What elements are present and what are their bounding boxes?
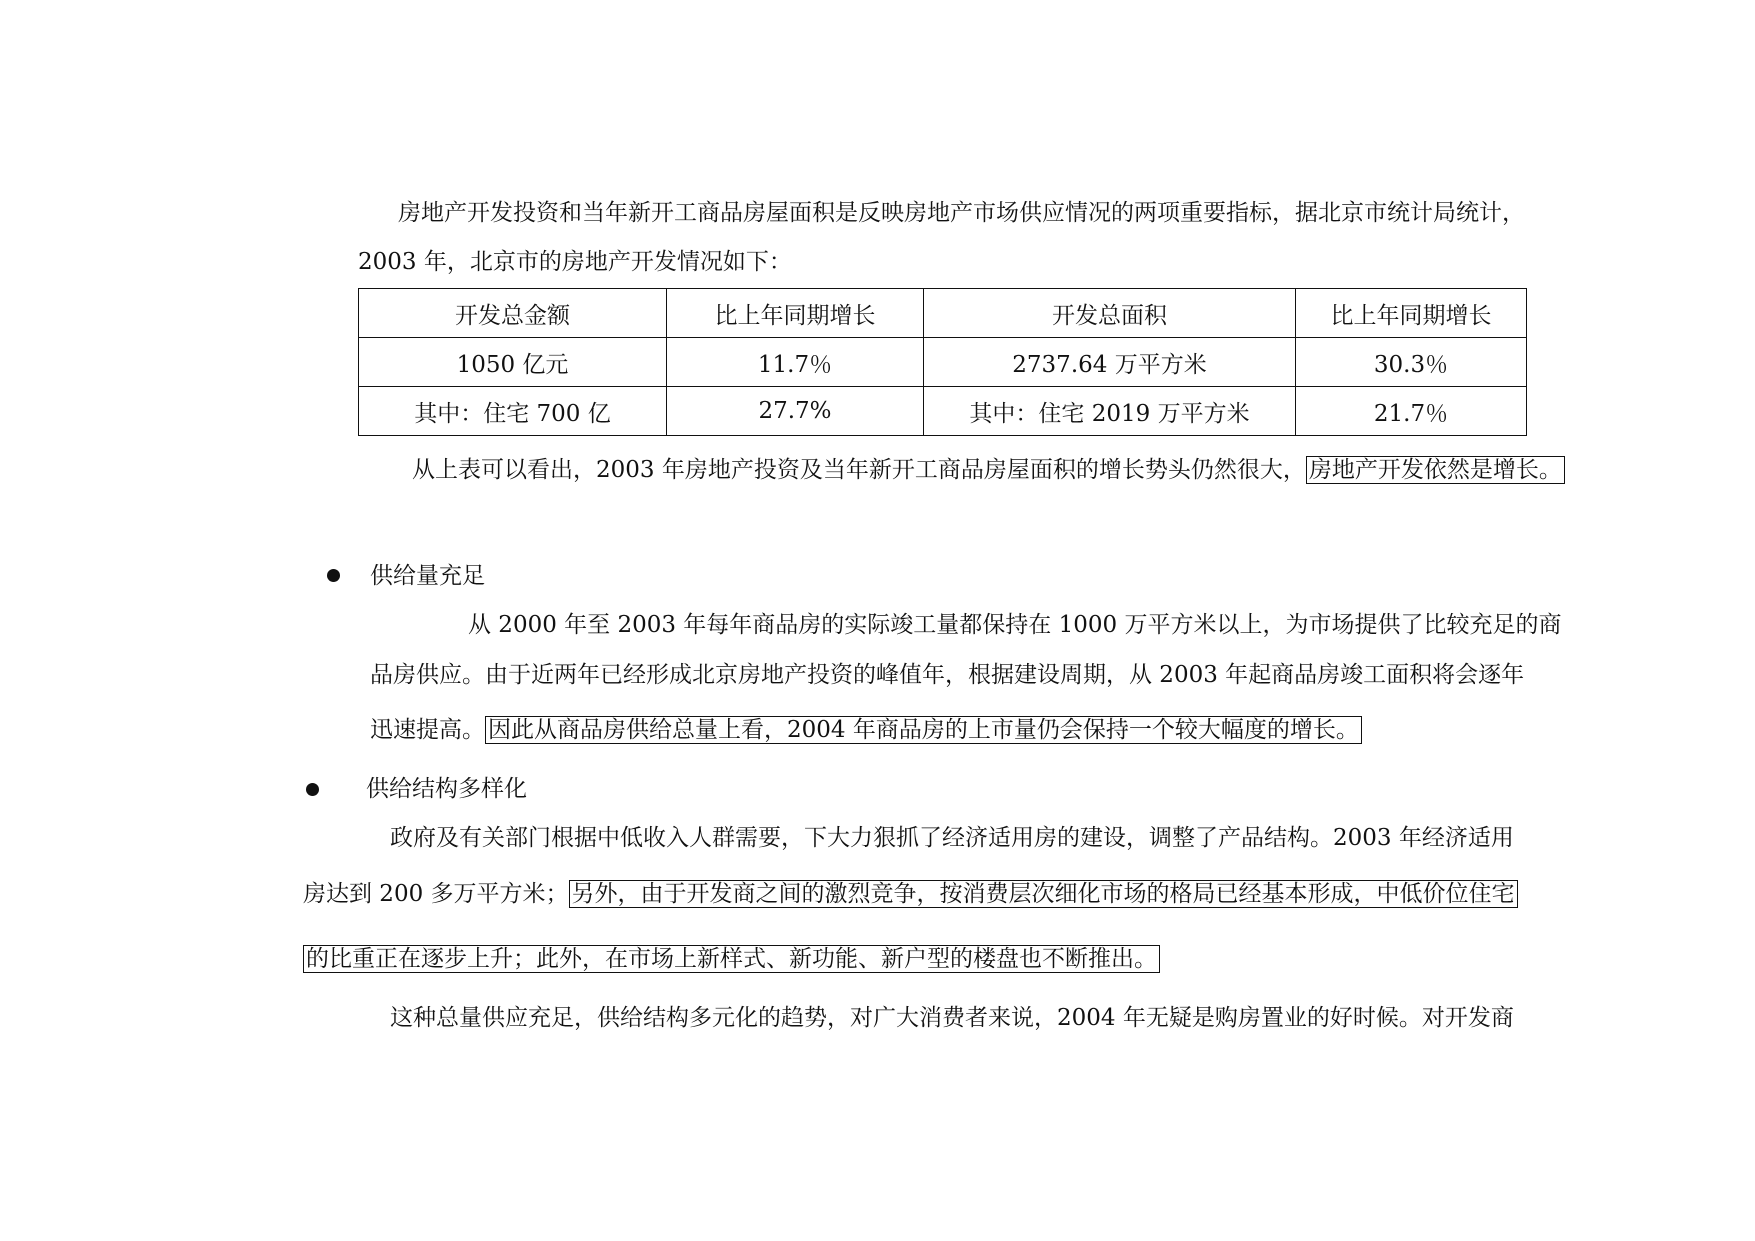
- table-cell: 21.7％: [1296, 387, 1527, 436]
- header-cell: 开发总金额: [359, 289, 667, 338]
- intro-line-2: 2003 年，北京市的房地产开发情况如下：: [358, 249, 792, 275]
- structure-line-1: 政府及有关部门根据中低收入人群需要，下大力狠抓了经济适用房的建设，调整了产品结构。2003 年经济适用: [390, 825, 1514, 851]
- intro-line-1: 房地产开发投资和当年新开工商品房屋面积是反映房地产市场供应情况的两项重要指标，据北京市统计局统计，: [398, 200, 1525, 226]
- table-cell: 27.7%: [667, 387, 924, 436]
- structure-highlight-box-1: 另外，由于开发商之间的激烈竞争，按消费层次细化市场的格局已经基本形成，中低价位住宅: [569, 880, 1518, 908]
- structure-line-3: [303, 944, 1160, 974]
- bullet-icon: [306, 783, 319, 796]
- summary-line: [412, 455, 1565, 485]
- supply-line-2: 品房供应。由于近两年已经形成北京房地产投资的峰值年，根据建设周期，从 2003 年起商品房竣工面积将会逐年: [370, 662, 1525, 688]
- table-row: [359, 338, 1527, 387]
- header-cell: 开发总面积: [924, 289, 1296, 338]
- header-cell: 比上年同期增长: [1296, 289, 1527, 338]
- supply-line-1: 从 2000 年至 2003 年每年商品房的实际竣工量都保持在 1000 万平方米以上，为市场提供了比较充足的商: [468, 612, 1562, 638]
- table-row: [359, 387, 1527, 436]
- summary-text: 从上表可以看出，2003 年房地产投资及当年新开工商品房屋面积的增长势头仍然很大，: [412, 457, 1306, 483]
- header-cell: 比上年同期增长: [667, 289, 924, 338]
- table-cell: 30.3％: [1296, 338, 1527, 387]
- closing-line-1: 这种总量供应充足，供给结构多元化的趋势，对广大消费者来说，2004 年无疑是购房置业的好时候。对开发商: [390, 1005, 1514, 1031]
- supply-line-3: [370, 715, 1362, 745]
- supply-line-3-text: 迅速提高。: [370, 717, 485, 743]
- supply-highlight-box: 因此从商品房供给总量上看，2004 年商品房的上市量仍会保持一个较大幅度的增长。: [485, 716, 1362, 744]
- section-supply-title: 供给量充足: [370, 563, 485, 589]
- table-header-row: [359, 289, 1527, 338]
- structure-highlight-box-2: 的比重正在逐步上升；此外，在市场上新样式、新功能、新户型的楼盘也不断推出。: [303, 945, 1160, 973]
- bullet-icon: [327, 569, 340, 582]
- table-cell: 2737.64 万平方米: [924, 338, 1296, 387]
- structure-line-2-text: 房达到 200 多万平方米；: [303, 881, 569, 907]
- section-structure-title: 供给结构多样化: [366, 776, 527, 802]
- table-cell: 1050 亿元: [359, 338, 667, 387]
- structure-line-2: [303, 879, 1518, 909]
- table-cell: 其中：住宅 2019 万平方米: [924, 387, 1296, 436]
- summary-highlight-box: 房地产开发依然是增长。: [1306, 456, 1565, 484]
- table-cell: 11.7％: [667, 338, 924, 387]
- table-cell: 其中：住宅 700 亿: [359, 387, 667, 436]
- development-stats-table: [358, 288, 1527, 436]
